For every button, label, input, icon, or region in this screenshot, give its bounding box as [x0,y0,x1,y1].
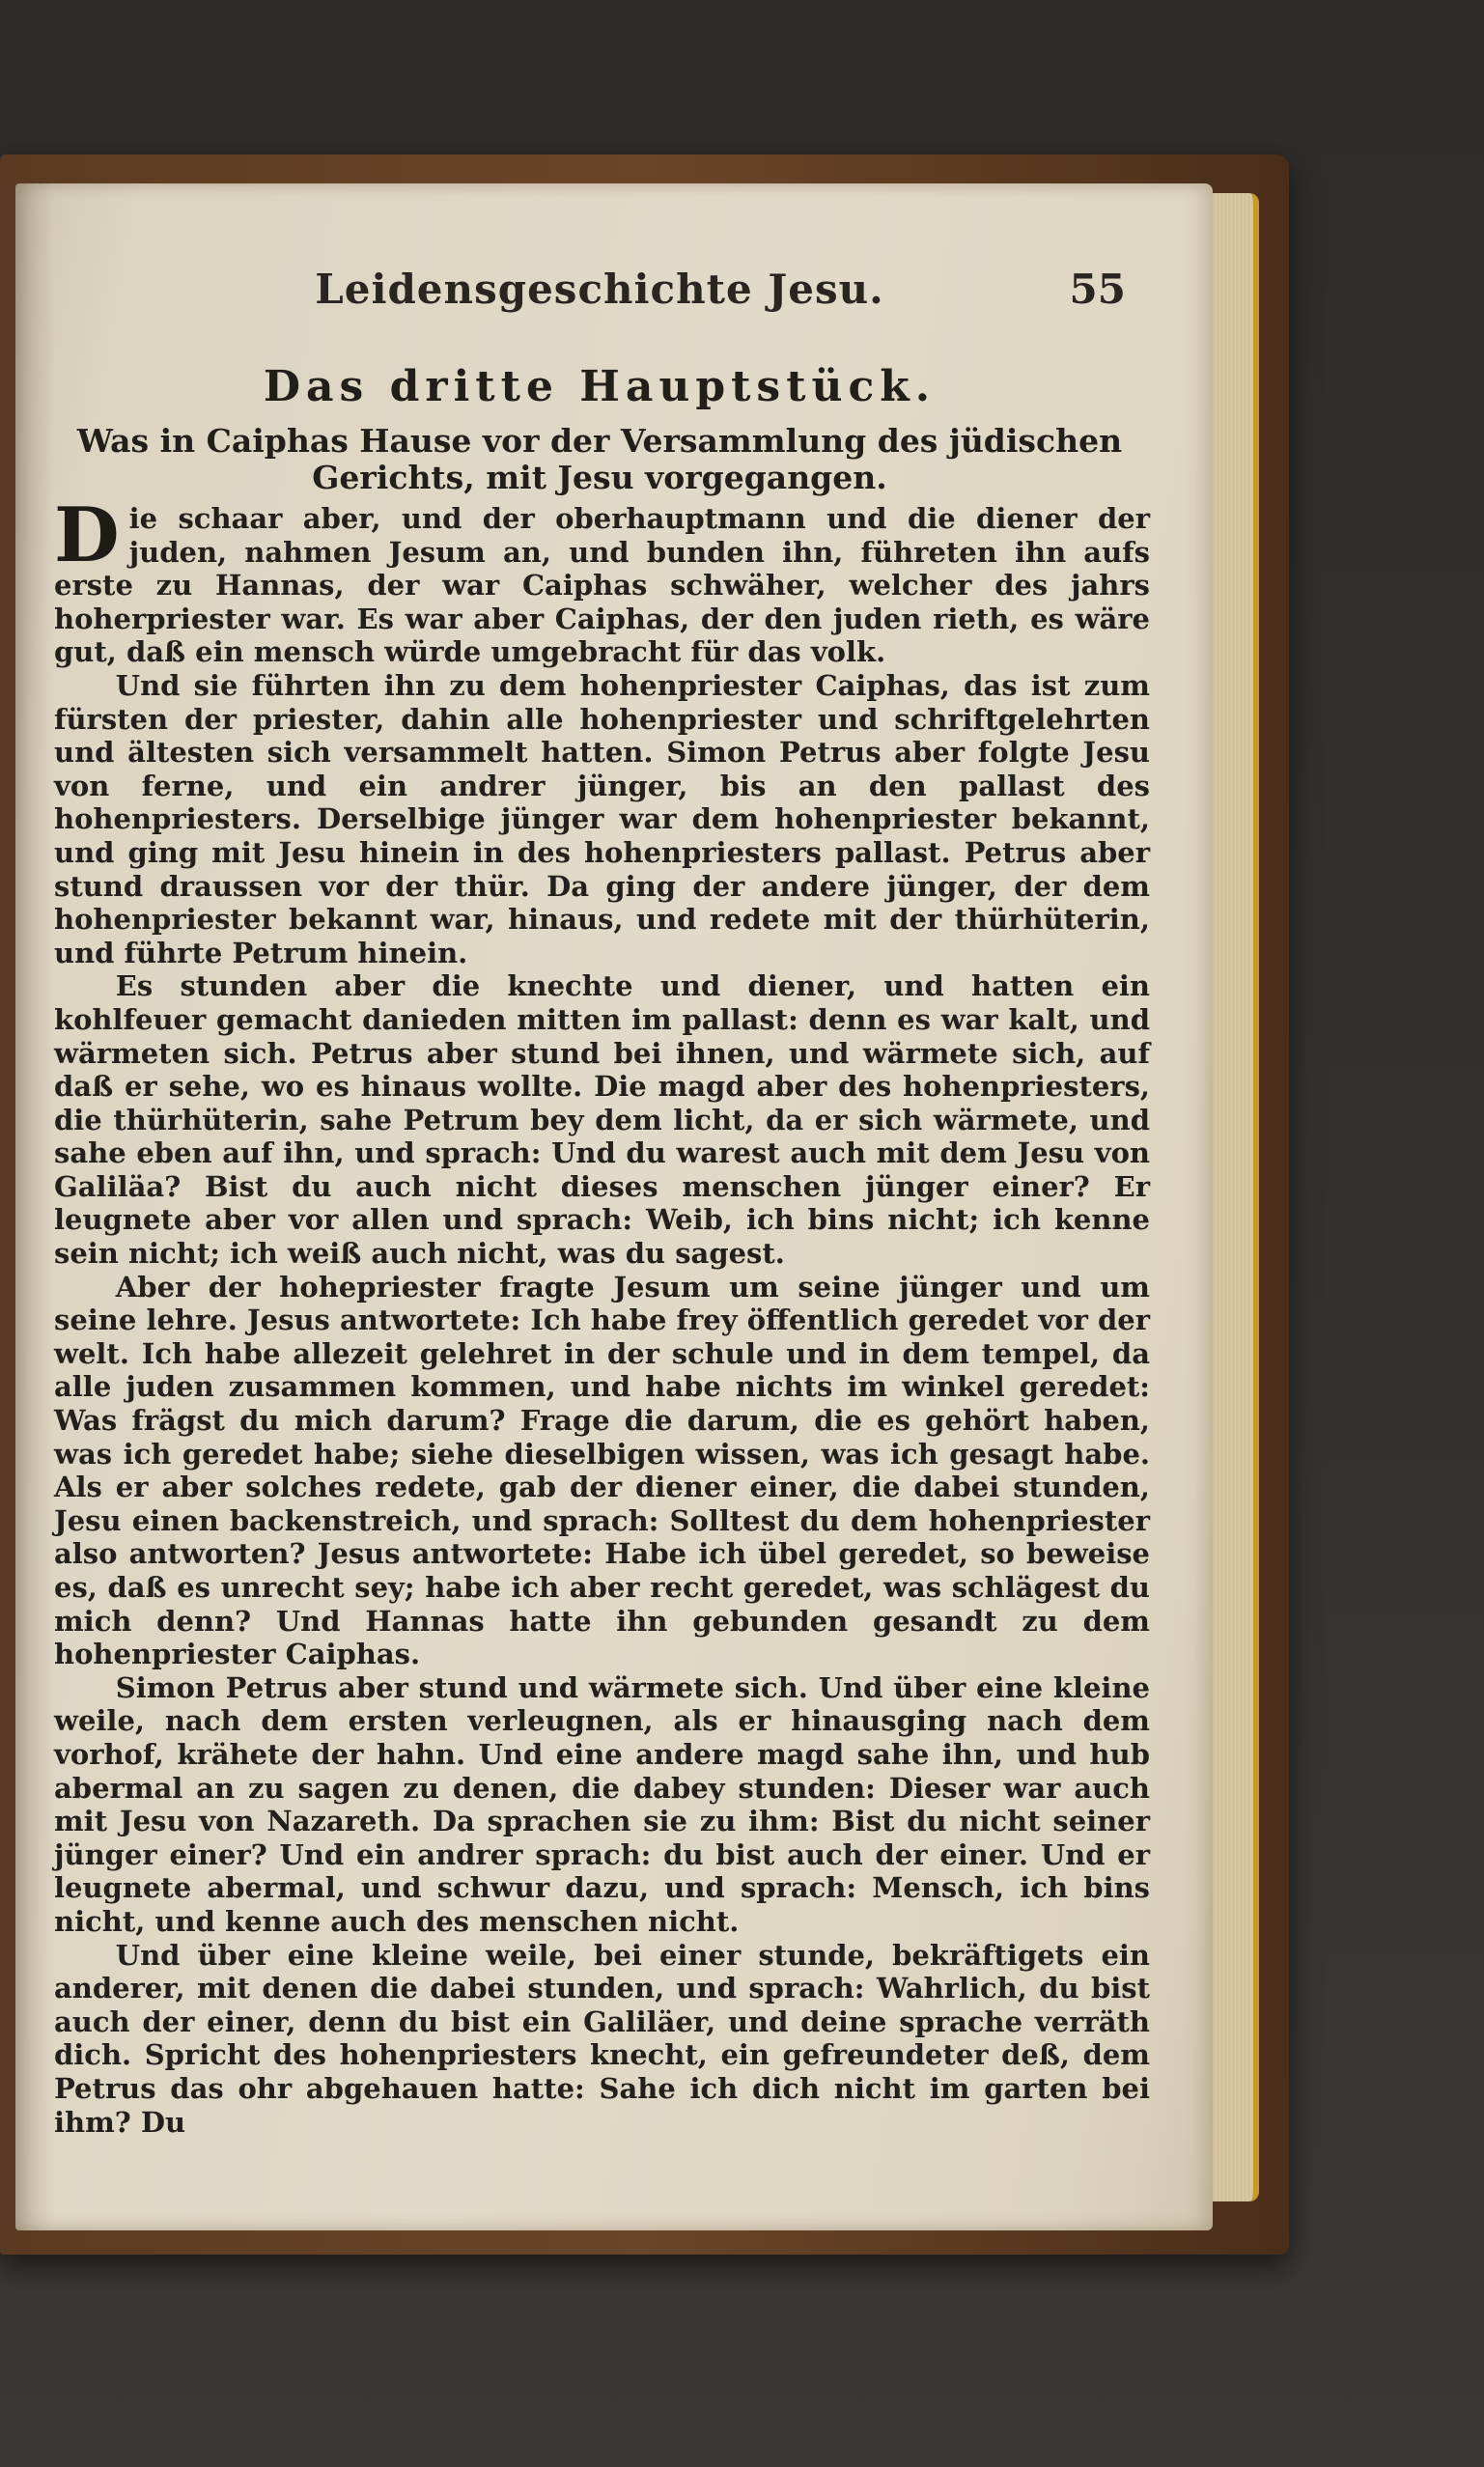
running-head [64,266,1135,323]
running-head-title: Leidensgeschichte Jesu. [315,266,884,313]
section-subtitle: Was in Caiphas Hause vor der Versammlung des jüdischen Gerichts, mit Jesu vorgegangen. [76,422,1123,496]
body-text [54,491,1150,2139]
paragraph-3: Es stunden aber die knechte und diener, und hatten ein kohlfeuer gemacht danieden mitten im pallast: denn es war kalt, und wärmeten sich. Petrus aber stund bei ihnen, und wärmete sich, auf daß er sehe, wo es hinaus wollte. Die magd aber des hohenpriesters, die thürhüterin, sahe Petrum bey dem licht, da er sich wärmete, und sahe eben auf ihn, und sprach: Und du warest auch mit dem Jesu von Galiläa? Bist du auch nicht dieses menschen jünger einer? Er leugnete aber vor allen und sprach: Weib, ich bins nicht; ich kenne sein nicht; ich weiß auch nicht, was du sagest. [54,969,1150,1271]
drop-cap: D [54,491,120,579]
page-gutter-shadow [15,183,54,2230]
section-title: Das dritte Hauptstück. [263,362,937,411]
paragraph-1-text: ie schaar aber, und der oberhauptmann und die diener der juden, nahmen Jesum an, und bunden ihn, führeten ihn aufs erste zu Hannas, der war Caiphas schwäher, welcher des jahrs hoherpriester war. Es war aber Caiphas, der den juden rieth, es wäre gut, daß ein mensch würde umgebracht für das volk. [54,502,1150,669]
paragraph-2: Und sie führten ihn zu dem hohenpriester Caiphas, das ist zum fürsten der priester, dahin alle hohenpriester und schriftgelehrten und ältesten sich versammelt hatten. Simon Petrus aber folgte Jesu von ferne, und ein andrer jünger, bis an den pallast des hohenpriesters. Derselbige jünger war dem hohenpriester bekannt, und ging mit Jesu hinein in des hohenpriesters pallast. Petrus aber stund draussen vor der thür. Da ging der andere jünger, der dem hohenpriester bekannt war, hinaus, und redete mit der thürhüterin, und führte Petrum hinein. [54,668,1150,969]
paragraph-5: Simon Petrus aber stund und wärmete sich. Und über eine kleine weile, nach dem ersten verleugnen, als er hinausging nach dem vorhof, krähete der hahn. Und eine andere magd sahe ihn, und hub abermal an zu sagen zu denen, die dabey stunden: Dieser war auch mit Jesu von Nazareth. Da sprachen sie zu ihm: Bist du nicht seiner jünger einer? Und ein andrer sprach: du bist auch der einer. Und er leugnete abermal, und schwur dazu, und sprach: Mensch, ich bins nicht, und kenne auch des menschen nicht. [54,1670,1150,1938]
book-page [15,183,1213,2230]
page-number: 55 [1069,266,1126,313]
paragraph-6: Und über eine kleine weile, bei einer stunde, bekräftigets ein anderer, mit denen die dabei stunden, und sprach: Wahrlich, du bist auch der einer, denn du bist ein Galiläer, und deine sprache verräth dich. Spricht des hohenpriesters knecht, ein gefreundeter deß, dem Petrus das ohr abgehauen hatte: Sahe ich dich nicht im garten bei ihm? Du [54,1938,1150,2139]
paragraph-4: Aber der hohepriester fragte Jesum um seine jünger und um seine lehre. Jesus antwortete: Ich habe frey öffentlich geredet vor der welt. Ich habe allezeit gelehret in der schule und in dem tempel, da alle juden zusammen kommen, und habe nichts im winkel geredet: Was frägst du mich darum? Frage die darum, die es gehört haben, was ich geredet habe; siehe dieselbigen wissen, was ich gesagt habe. Als er aber solches redete, gab der diener einer, die dabei stunden, Jesu einen backenstreich, und sprach: Solltest du dem hohenpriester also antworten? Jesus antwortete: Habe ich übel geredet, so beweise es, daß es unrecht sey; habe ich aber recht geredet, was schlägest du mich denn? Und Hannas hatte ihn gebunden gesandt zu dem hohenpriester Caiphas. [54,1270,1150,1671]
paragraph-1 [54,491,1150,669]
